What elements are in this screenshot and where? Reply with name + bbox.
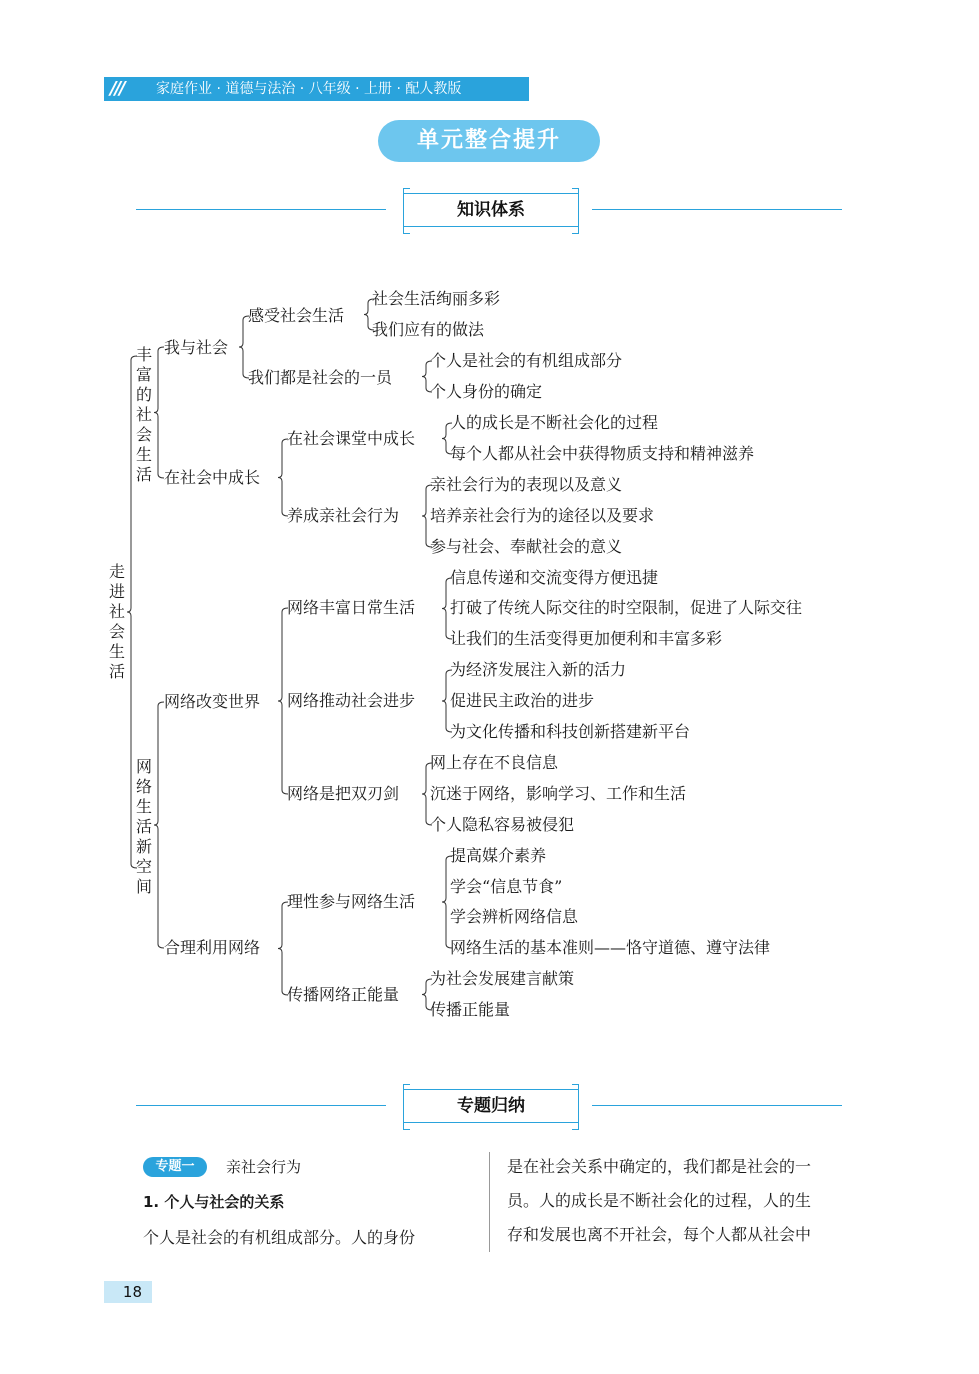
mindmap-root: 走进社会生活: [108, 562, 125, 681]
topic-right-line: 是在社会关系中确定的，我们都是社会的一: [507, 1157, 812, 1176]
topic-subheading: 1. 个人与社会的关系: [143, 1193, 285, 1211]
topic-right-line: 员。人的成长是不断社会化的过程，人的生: [507, 1191, 812, 1210]
leaf: 我们应有的做法: [372, 320, 485, 339]
column-rule: [489, 1152, 490, 1252]
unit-title: 单元整合提升: [378, 120, 600, 162]
topic-right-line: 存和发展也离不开社会，每个人都从社会中: [507, 1225, 812, 1244]
node-we-are-members: 我们都是社会的一员: [248, 368, 393, 387]
leaf: 社会生活绚丽多彩: [372, 289, 501, 308]
leaf: 为社会发展建言献策: [430, 969, 575, 988]
leaf: 网上存在不良信息: [430, 753, 559, 772]
node-prosocial-behavior: 养成亲社会行为: [287, 506, 400, 525]
node-social-classroom: 在社会课堂中成长: [287, 429, 416, 448]
node-grow-in-society: 在社会中成长: [164, 468, 261, 487]
node-me-and-society: 我与社会: [164, 338, 229, 357]
brace-rich-life: [154, 347, 164, 478]
branch-network-life: 网络生活新空间: [135, 757, 152, 896]
branch-rich-social-life: 丰富的社会生活: [135, 345, 152, 484]
leaf: 让我们的生活变得更加便利和丰富多彩: [450, 629, 723, 648]
leaf: 学会“信息节食”: [450, 877, 563, 896]
brace-rational: [442, 856, 452, 948]
leaf: 网络生活的基本准则——恪守道德、遵守法律: [450, 938, 771, 957]
node-feel-social-life: 感受社会生活: [248, 306, 345, 325]
topic-badge: 专题一: [143, 1157, 207, 1177]
node-positive-energy: 传播网络正能量: [287, 985, 400, 1004]
brace-use-network: [278, 902, 288, 995]
topic-title: 亲社会行为: [226, 1158, 302, 1176]
leaf: 人的成长是不断社会化的过程: [450, 413, 659, 432]
node-enrich-daily-life: 网络丰富日常生活: [287, 598, 416, 617]
leaf: 培养亲社会行为的途径以及要求: [430, 506, 655, 525]
leaf: 个人是社会的有机组成部分: [430, 351, 623, 370]
leaf: 为经济发展注入新的活力: [450, 660, 627, 679]
leaf: 每个人都从社会中获得物质支持和精神滋养: [450, 444, 755, 463]
node-use-network-wisely: 合理利用网络: [164, 938, 261, 957]
header-text: 家庭作业 · 道德与法治 · 八年级 · 上册 · 配人教版: [156, 81, 462, 97]
leaf: 信息传递和交流变得方便迅捷: [450, 568, 659, 587]
leaf: 提高媒介素养: [450, 846, 547, 865]
leaf: 传播正能量: [430, 1000, 511, 1019]
leaf: 个人隐私容易被侵犯: [430, 815, 575, 834]
section-line-right: [592, 1105, 842, 1106]
node-double-edged: 网络是把双刃剑: [287, 784, 400, 803]
leaf: 为文化传播和科技创新搭建新平台: [450, 722, 691, 741]
node-rational-participation: 理性参与网络生活: [287, 892, 416, 911]
leaf: 亲社会行为的表现以及意义: [430, 475, 623, 494]
topic-left-line: 个人是社会的有机组成部分。人的身份: [143, 1228, 416, 1247]
leaf: 沉迷于网络，影响学习、工作和生活: [430, 784, 687, 803]
section-line-left: [136, 1105, 386, 1106]
header-slashes: ///: [110, 78, 124, 99]
leaf: 促进民主政治的进步: [450, 691, 595, 710]
section-title-topics: 专题归纳: [403, 1089, 579, 1123]
node-promote-progress: 网络推动社会进步: [287, 691, 416, 710]
leaf: 学会辨析网络信息: [450, 907, 579, 926]
node-network-changes-world: 网络改变世界: [164, 692, 261, 711]
leaf: 参与社会、奉献社会的意义: [430, 537, 623, 556]
leaf: 个人身份的确定: [430, 382, 543, 401]
brace-grow: [278, 439, 288, 516]
leaf: 打破了传统人际交往的时空限制，促进了人际交往: [450, 598, 803, 617]
brace-network-life: [154, 702, 164, 948]
page-number: 18: [104, 1281, 152, 1303]
section-title-knowledge: 知识体系: [403, 193, 579, 227]
